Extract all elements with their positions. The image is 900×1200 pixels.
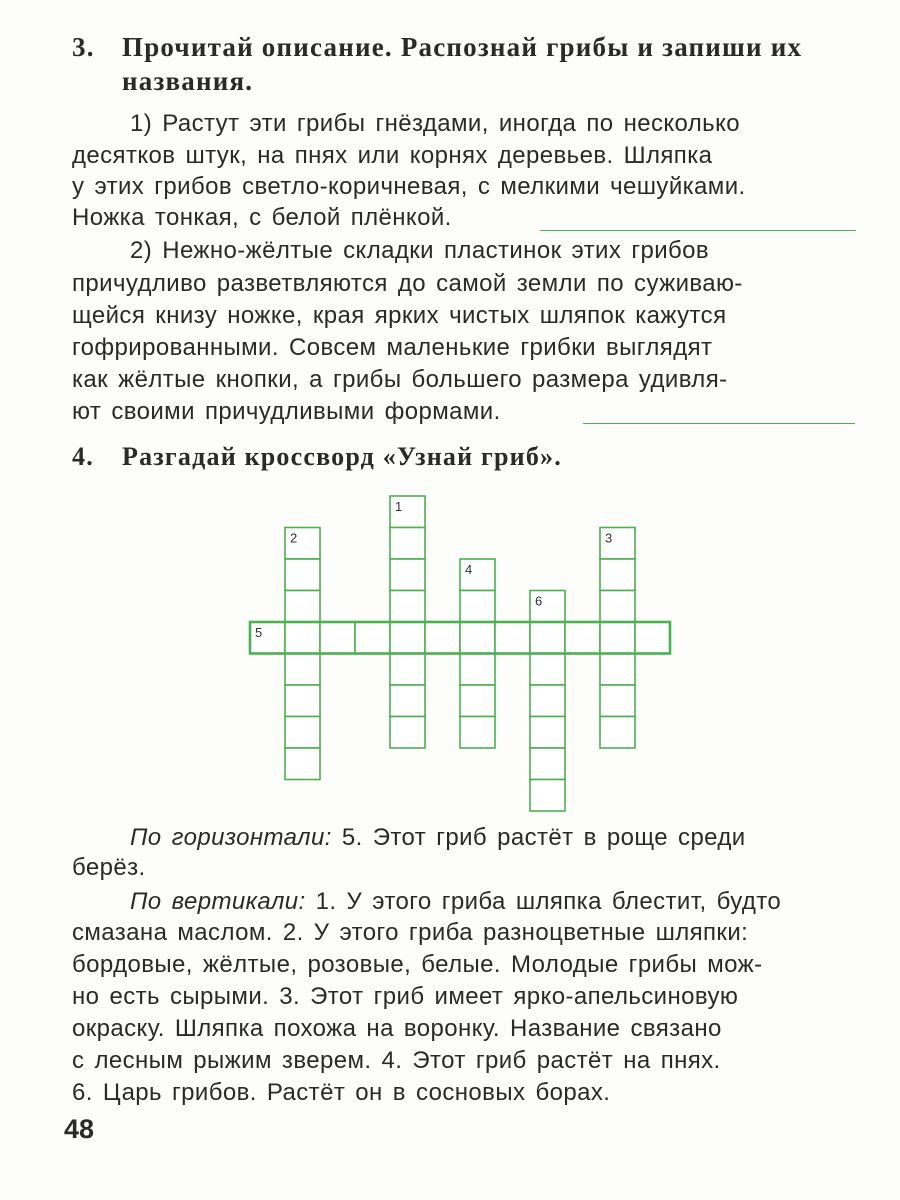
vertical-clue-line-3: бордовые, жёлтые, розовые, белые. Молодые грибы мож-: [72, 951, 763, 978]
crossword-cell-horizontal-5[interactable]: [390, 622, 425, 654]
item-2-line-5: как жёлтые кнопки, а грибы большего размера удивля-: [72, 366, 728, 393]
vertical-clue-line-2: смазана маслом. 2. У этого гриба разноцветные шляпки:: [72, 919, 749, 946]
crossword-cell-horizontal-5[interactable]: [530, 622, 565, 654]
crossword-cell-vertical-2[interactable]: [285, 717, 320, 749]
crossword-cell-vertical-6[interactable]: [530, 748, 565, 780]
task-4-title: Разгадай кроссворд «Узнай гриб».: [122, 442, 562, 471]
crossword-cell-vertical-6[interactable]: [530, 717, 565, 749]
crossword-cell-horizontal-5[interactable]: [425, 622, 460, 654]
crossword-cell-vertical-1[interactable]: [390, 717, 425, 749]
page-number: 48: [64, 1114, 95, 1144]
vertical-clue-line-7: 6. Царь грибов. Растёт он в сосновых борах.: [72, 1079, 611, 1106]
crossword-cell-vertical-1[interactable]: [390, 654, 425, 686]
crossword-cell-horizontal-5[interactable]: [355, 622, 390, 654]
crossword-cell-horizontal-5[interactable]: [635, 622, 670, 654]
crossword-cell-horizontal-5[interactable]: [600, 622, 635, 654]
crossword-cell-vertical-1[interactable]: [390, 685, 425, 717]
crossword-cell-vertical-3[interactable]: [600, 559, 635, 591]
item-2-line-1: 2) Нежно-жёлтые складки пластинок этих грибов: [130, 237, 710, 264]
crossword-cell-horizontal-5[interactable]: [285, 622, 320, 654]
clue-number-4: 4: [465, 562, 473, 577]
clue-number-6: 6: [535, 593, 543, 609]
horizontal-clue-line-2: берёз.: [72, 854, 146, 881]
clue-number-1: 1: [395, 499, 403, 514]
crossword-cell-vertical-2[interactable]: [285, 591, 320, 623]
crossword-cell-horizontal-5[interactable]: [495, 622, 530, 654]
crossword-cell-vertical-4[interactable]: [460, 685, 495, 717]
crossword-cell-horizontal-5[interactable]: [565, 622, 600, 654]
vertical-label: По вертикали:: [130, 888, 306, 915]
crossword-cell-vertical-6[interactable]: [530, 654, 565, 686]
crossword-cell-horizontal-5[interactable]: [460, 622, 495, 654]
task-3-number: 3.: [72, 32, 95, 62]
horizontal-label: По горизонтали:: [130, 824, 332, 851]
vertical-clue-line-5: окраску. Шляпка похожа на воронку. Название связано: [72, 1015, 722, 1042]
vertical-clue-line-4: но есть сырыми. 3. Этот гриб имеет ярко-апельсиновую: [72, 983, 739, 1010]
vertical-clue-line-6: с лесным рыжим зверем. 4. Этот гриб растёт на пнях.: [72, 1047, 721, 1074]
item-2-line-4: гофрированными. Совсем маленькие грибки выглядят: [72, 334, 713, 361]
crossword-cell-vertical-1[interactable]: [390, 528, 425, 560]
crossword-cell-vertical-3[interactable]: [600, 591, 635, 623]
item-2-line-2: причудливо разветвляются до самой земли по суживаю-: [72, 270, 743, 297]
item-1-line-2: десятков штук, на пнях или корнях деревьев. Шляпка: [72, 142, 713, 169]
item-1-line-1: 1) Растут эти грибы гнёздами, иногда по несколько: [130, 110, 741, 137]
task-4-number: 4.: [72, 442, 94, 471]
crossword-cell-vertical-2[interactable]: [285, 685, 320, 717]
vertical-clue-line-1: По вертикали: 1. У этого гриба шляпка блестит, будто: [130, 888, 782, 915]
crossword-cell-vertical-3[interactable]: [600, 717, 635, 749]
crossword-cell-vertical-1[interactable]: [390, 591, 425, 623]
crossword-cell-horizontal-5[interactable]: [320, 622, 355, 654]
crossword-cell-vertical-2[interactable]: [285, 559, 320, 591]
item-1-line-4: Ножка тонкая, с белой плёнкой.: [72, 204, 452, 231]
task-3-title: Прочитай описание. Распознай грибы и запиши их названия.: [122, 32, 803, 96]
clue-number-5: 5: [255, 625, 263, 640]
crossword-cell-vertical-6[interactable]: [530, 780, 565, 812]
crossword-cell-vertical-4[interactable]: [460, 591, 495, 623]
crossword-cell-vertical-2[interactable]: [285, 654, 320, 686]
item-2-line-6: ют своими причудливыми формами.: [72, 398, 501, 425]
crossword-cell-vertical-2[interactable]: [285, 748, 320, 780]
item-1-line-3: у этих грибов светло-коричневая, с мелкими чешуйками.: [72, 173, 746, 200]
crossword-cell-vertical-6[interactable]: [530, 685, 565, 717]
crossword-cell-vertical-3[interactable]: [600, 654, 635, 686]
horizontal-clue-line-1: По горизонтали: 5. Этот гриб растёт в роще среди: [130, 824, 746, 851]
clue-number-2: 2: [290, 530, 298, 546]
crossword-cell-vertical-3[interactable]: [600, 685, 635, 717]
crossword-cell-vertical-1[interactable]: [390, 559, 425, 591]
crossword-cell-vertical-4[interactable]: [460, 654, 495, 686]
crossword-cell-vertical-4[interactable]: [460, 717, 495, 749]
clue-number-3: 3: [605, 530, 613, 546]
item-2-line-3: щейся книзу ножке, края ярких чистых шляпок кажутся: [72, 302, 727, 329]
